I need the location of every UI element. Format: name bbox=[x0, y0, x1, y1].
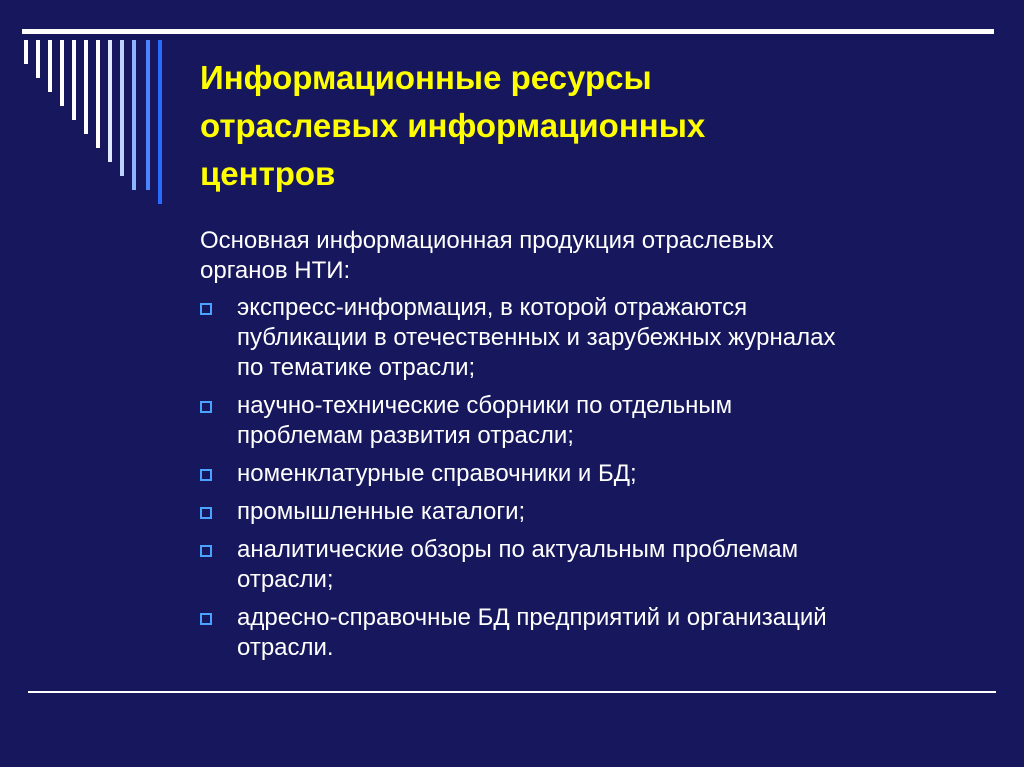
bullet-line: промышленные каталоги; bbox=[237, 498, 526, 525]
stripe-8 bbox=[108, 40, 112, 162]
bullet-item bbox=[200, 459, 990, 489]
hollow-square-bullet-icon bbox=[200, 303, 212, 315]
stripe-12 bbox=[158, 40, 162, 204]
bullet-line: аналитические обзоры по актуальным проблемам bbox=[237, 536, 799, 563]
bullet-text bbox=[237, 293, 990, 383]
bullet-line: по тематике отрасли; bbox=[237, 354, 476, 381]
bullet-text bbox=[237, 535, 990, 595]
hollow-square-bullet-icon bbox=[200, 401, 212, 413]
bullet-item bbox=[200, 497, 990, 527]
bullet-item bbox=[200, 603, 990, 663]
title-line: отраслевых информационных bbox=[200, 107, 706, 144]
stripe-9 bbox=[120, 40, 124, 176]
intro-line: Основная информационная продукция отраслевых bbox=[200, 227, 774, 254]
title-line: центров bbox=[200, 155, 336, 192]
hollow-square-bullet-icon bbox=[200, 613, 212, 625]
bullet-line: адресно-справочные БД предприятий и организаций bbox=[237, 604, 827, 631]
bullet-text bbox=[237, 459, 990, 489]
hollow-square-bullet-icon bbox=[200, 469, 212, 481]
intro-line: органов НТИ: bbox=[200, 257, 351, 284]
slide-content bbox=[200, 226, 990, 671]
hollow-square-bullet-icon bbox=[200, 545, 212, 557]
bullet-item bbox=[200, 391, 990, 451]
title-line: Информационные ресурсы bbox=[200, 59, 652, 96]
stripe-5 bbox=[72, 40, 76, 120]
bullet-item bbox=[200, 535, 990, 595]
bullet-line: публикации в отечественных и зарубежных журналах bbox=[237, 324, 836, 351]
bullet-text bbox=[237, 603, 990, 663]
hollow-square-bullet-icon bbox=[200, 507, 212, 519]
bullet-line: номенклатурные справочники и БД; bbox=[237, 460, 637, 487]
stripe-7 bbox=[96, 40, 100, 148]
bullet-item bbox=[200, 293, 990, 383]
stripe-2 bbox=[36, 40, 40, 78]
bullet-line: отрасли. bbox=[237, 634, 334, 661]
bottom-divider-line bbox=[28, 691, 996, 693]
bullet-line: экспресс-информация, в которой отражаются bbox=[237, 294, 748, 321]
bullet-line: научно-технические сборники по отдельным bbox=[237, 392, 733, 419]
top-divider-line bbox=[22, 29, 994, 34]
bullet-list bbox=[200, 293, 990, 663]
bullet-text bbox=[237, 497, 990, 527]
bullet-text bbox=[237, 391, 990, 451]
stripe-3 bbox=[48, 40, 52, 92]
stripe-11 bbox=[146, 40, 150, 190]
bullet-line: проблемам развития отрасли; bbox=[237, 422, 574, 449]
intro-paragraph bbox=[200, 226, 990, 286]
stripe-4 bbox=[60, 40, 64, 106]
stripe-10 bbox=[132, 40, 136, 190]
stripe-6 bbox=[84, 40, 88, 134]
slide-title bbox=[200, 54, 960, 198]
bullet-line: отрасли; bbox=[237, 566, 334, 593]
stripe-1 bbox=[24, 40, 28, 64]
